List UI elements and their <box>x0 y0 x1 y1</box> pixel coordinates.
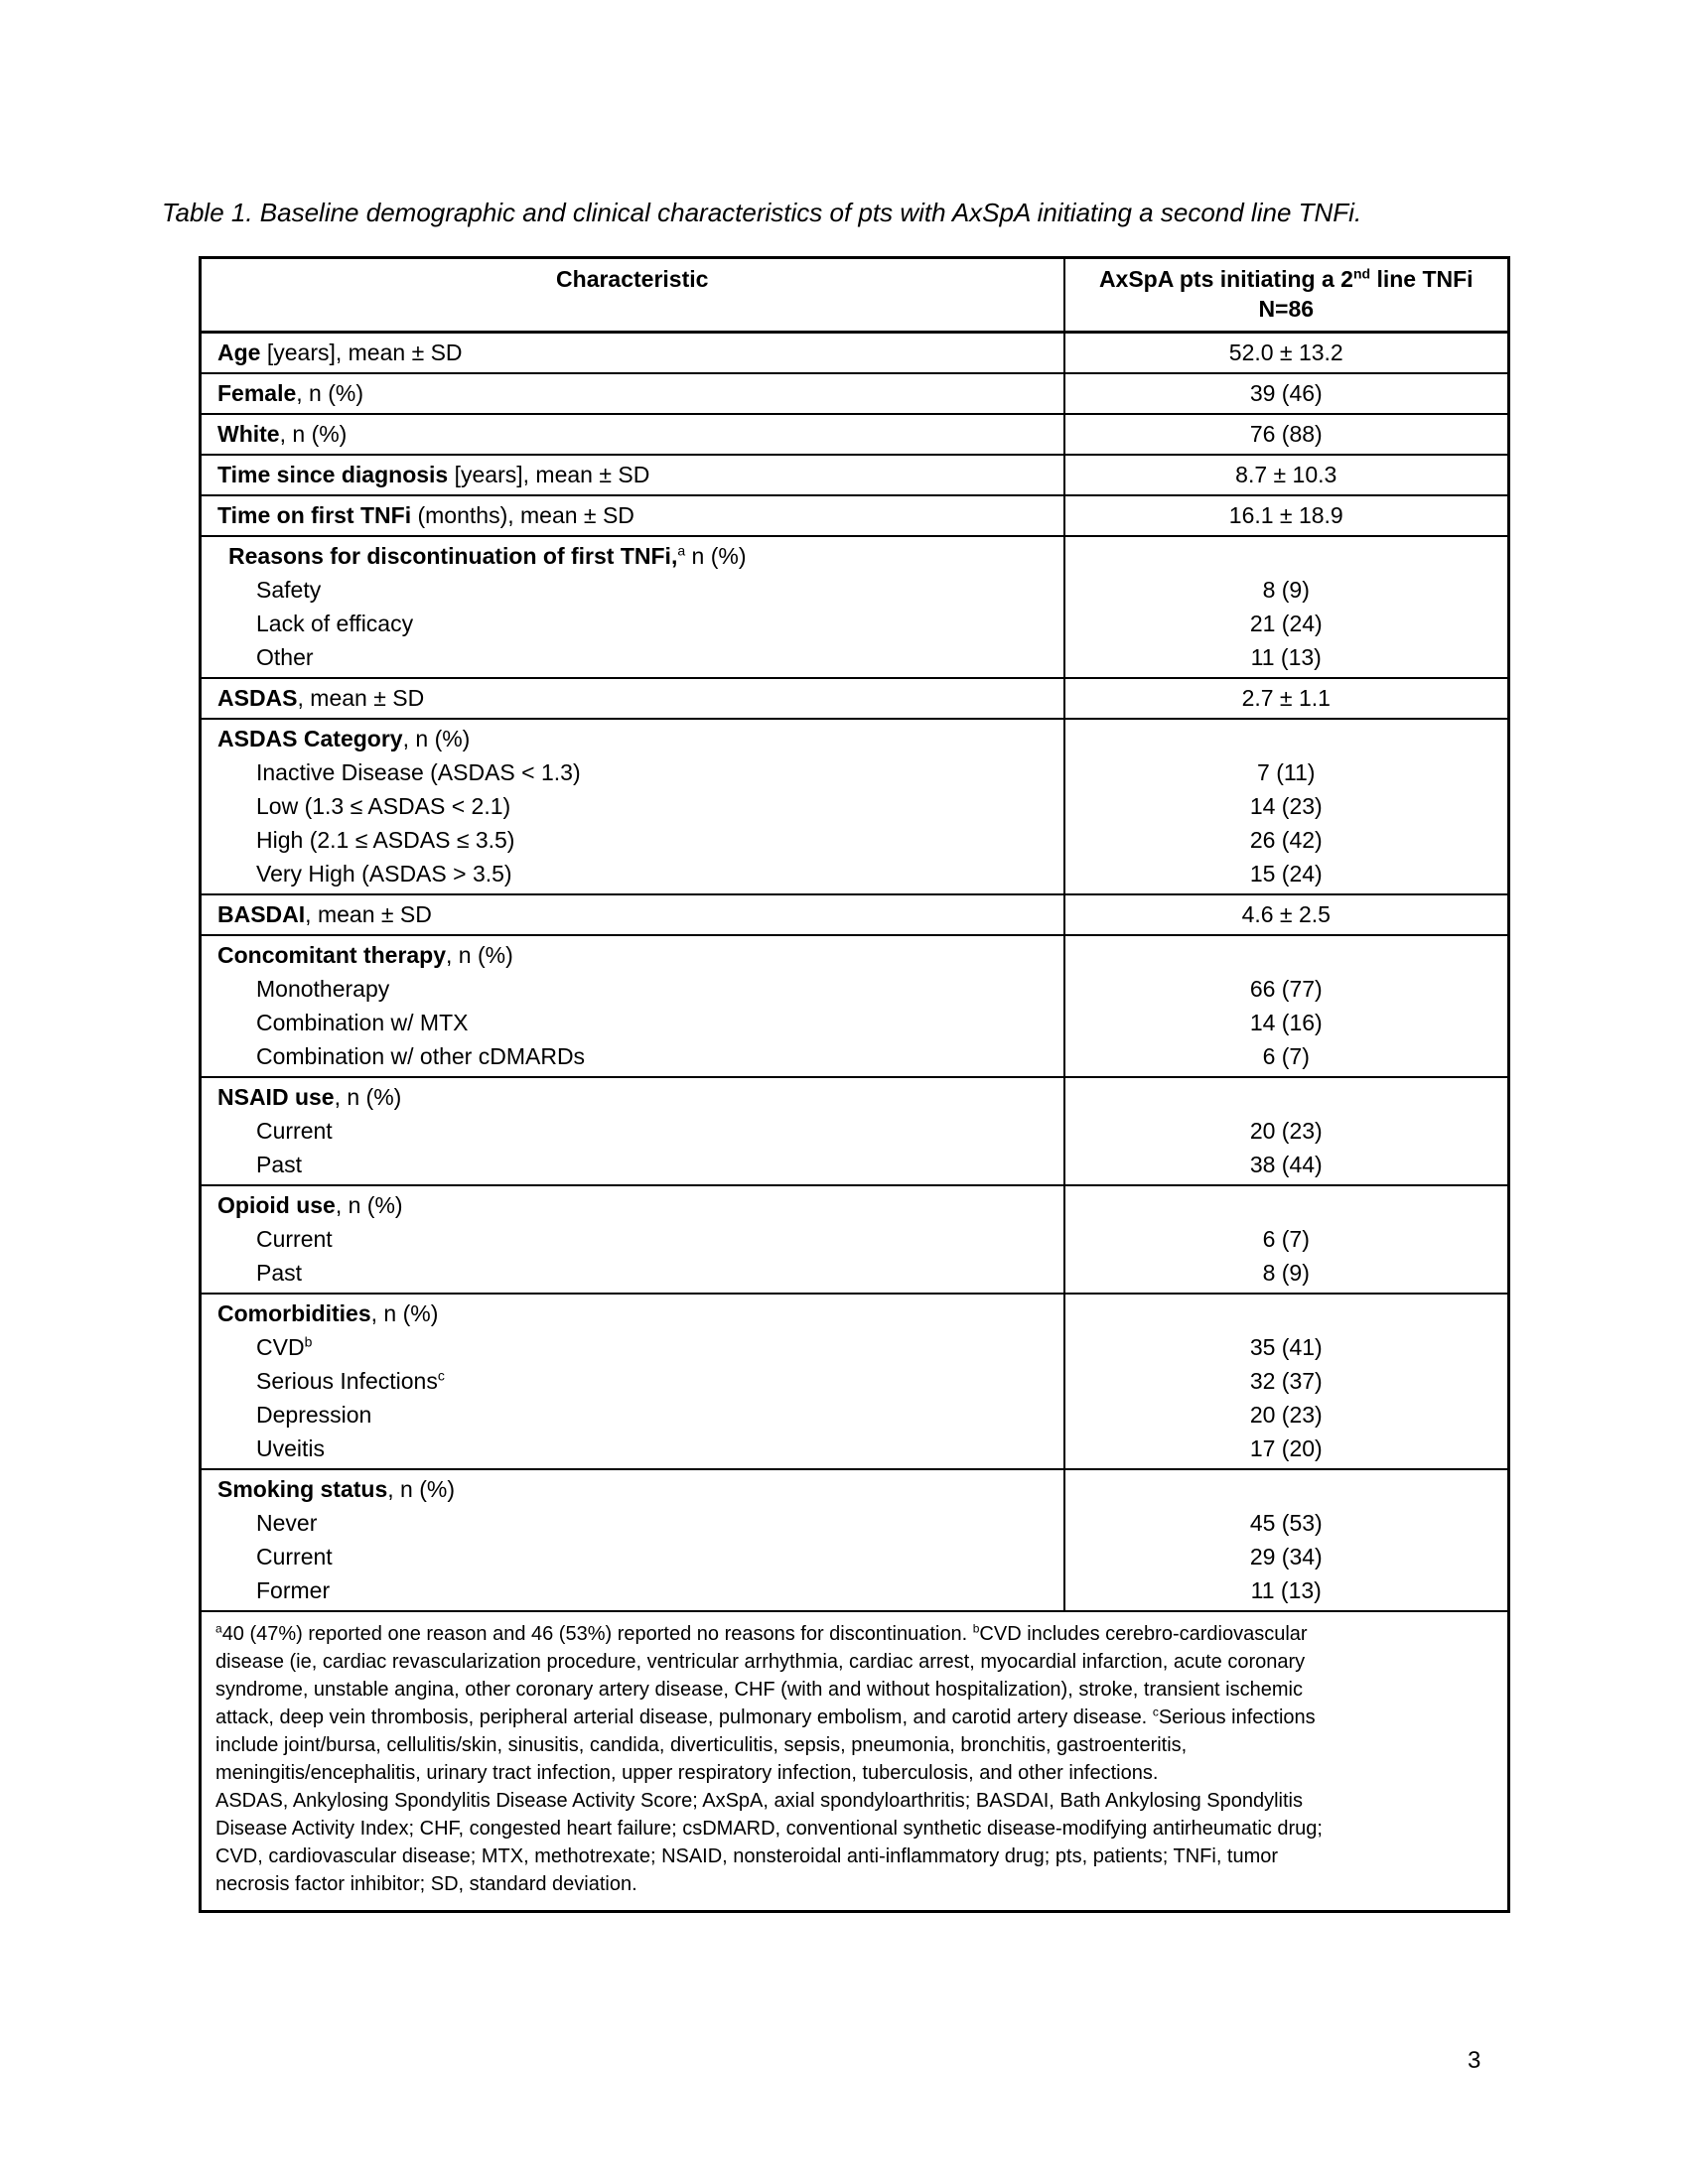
sub-item-label: Current <box>256 1544 333 1570</box>
sub-item-label: Uveitis <box>256 1435 326 1461</box>
sub-item-label: High (2.1 ≤ ASDAS ≤ 3.5) <box>256 827 515 853</box>
value-cell <box>1064 678 1509 719</box>
characteristic-cell <box>201 678 1064 719</box>
row-value: 16.1 ± 18.9 <box>1228 502 1343 528</box>
footnote-line: meningitis/encephalitis, urinary tract infection, upper respiratory infection, tuberculosis, and other infections. <box>215 1762 1159 1784</box>
row-value-blank <box>1069 1188 1504 1222</box>
characteristic-cell <box>201 894 1064 935</box>
sub-item-value: 32 (37) <box>1249 1368 1323 1394</box>
row-label: Comorbidities, n (%) <box>217 1300 439 1326</box>
sub-item-label: Safety <box>256 577 322 603</box>
table-header <box>201 258 1509 333</box>
sub-item-label: Depression <box>256 1402 372 1428</box>
table-row <box>201 495 1509 536</box>
sub-item-label: Monotherapy <box>256 976 390 1002</box>
table-row <box>201 536 1509 678</box>
table-row <box>201 935 1509 1077</box>
row-value-blank <box>1069 938 1504 972</box>
footnote-line: necrosis factor inhibitor; SD, standard deviation. <box>215 1873 637 1895</box>
sub-item-value: 15 (24) <box>1249 861 1323 887</box>
sub-item-label: Past <box>256 1260 303 1286</box>
characteristic-cell <box>201 1185 1064 1294</box>
value-cell <box>1064 935 1509 1077</box>
sub-item-value: 11 (13) <box>1250 644 1322 670</box>
footnote-line: disease (ie, cardiac revascularization procedure, ventricular arrhythmia, cardiac arrest, myocardial infarction, acute coronary <box>215 1651 1306 1673</box>
characteristic-cell <box>201 935 1064 1077</box>
value-cell <box>1064 414 1509 455</box>
sub-item-value: 7 (11) <box>1257 759 1316 785</box>
row-value: 76 (88) <box>1249 421 1323 447</box>
footnote-row <box>201 1611 1509 1912</box>
row-label: Reasons for discontinuation of first TNFi,$^a$ n (%) <box>228 542 747 569</box>
sub-item-label: Past <box>256 1152 303 1177</box>
characteristic-cell <box>201 333 1064 374</box>
characteristic-cell <box>201 455 1064 495</box>
value-cell <box>1064 333 1509 374</box>
header-row <box>201 258 1509 333</box>
value-cell <box>1064 719 1509 894</box>
sub-item-value: 29 (34) <box>1249 1544 1323 1570</box>
sub-item-value: 14 (23) <box>1249 793 1323 819</box>
row-value-blank <box>1069 1472 1504 1506</box>
sub-item-label: Inactive Disease (ASDAS < 1.3) <box>256 759 581 785</box>
header-characteristic-label: Characteristic <box>556 266 709 292</box>
table-row <box>201 1077 1509 1185</box>
value-cell <box>1064 1294 1509 1469</box>
value-cell <box>1064 536 1509 678</box>
table-row <box>201 894 1509 935</box>
sub-item-value: 14 (16) <box>1249 1010 1323 1035</box>
value-cell <box>1064 495 1509 536</box>
header-cohort <box>1064 258 1509 333</box>
row-label: Concomitant therapy, n (%) <box>217 942 513 968</box>
value-cell <box>1064 373 1509 414</box>
footnote-line: CVD, cardiovascular disease; MTX, methotrexate; NSAID, nonsteroidal anti-inflammatory drug; pts, patients; TNFi, tumor <box>215 1845 1279 1867</box>
row-label: Female, n (%) <box>217 380 363 406</box>
characteristic-cell <box>201 373 1064 414</box>
row-value-blank <box>1069 1080 1504 1114</box>
sub-item-value: 20 (23) <box>1249 1402 1323 1428</box>
footnote-line: Disease Activity Index; CHF, congested heart failure; csDMARD, conventional synthetic disease-modifying antirheumatic drug; <box>215 1818 1323 1840</box>
row-value: 2.7 ± 1.1 <box>1241 685 1331 711</box>
sub-item-value: 17 (20) <box>1249 1435 1323 1461</box>
characteristic-cell <box>201 719 1064 894</box>
table-caption: Table 1. Baseline demographic and clinical characteristics of pts with AxSpA initiating a second line TNFi. <box>162 198 1362 227</box>
header-characteristic <box>201 258 1064 333</box>
row-value: 52.0 ± 13.2 <box>1228 340 1343 365</box>
sub-item-label: CVD$^b$ <box>256 1333 313 1360</box>
row-label: White, n (%) <box>217 421 348 447</box>
table-row <box>201 455 1509 495</box>
footnote-line: syndrome, unstable angina, other coronary artery disease, CHF (with and without hospitalization), stroke, transient ischemic <box>215 1679 1303 1701</box>
sub-item-label: Current <box>256 1118 333 1144</box>
sub-item-value: 8 (9) <box>1262 577 1310 603</box>
header-cohort-label: AxSpA pts initiating a 2nd line TNFi <box>1098 265 1474 292</box>
table-row <box>201 1185 1509 1294</box>
sub-item-value: 8 (9) <box>1262 1260 1310 1286</box>
row-label: ASDAS, mean ± SD <box>217 685 425 711</box>
table-row <box>201 373 1509 414</box>
header-cohort-n: N=86 <box>1258 296 1315 322</box>
sub-item-label: Lack of efficacy <box>256 611 414 636</box>
characteristic-cell <box>201 1469 1064 1611</box>
sub-item-value: 11 (13) <box>1250 1577 1322 1603</box>
sub-item-value: 21 (24) <box>1249 611 1323 636</box>
table-row <box>201 414 1509 455</box>
footnote-line: include joint/bursa, cellulitis/skin, sinusitis, candida, diverticulitis, sepsis, pneumonia, bronchitis, gastroenteritis, <box>215 1734 1188 1756</box>
sub-item-value: 66 (77) <box>1249 976 1323 1002</box>
sub-item-value: 35 (41) <box>1249 1334 1323 1360</box>
footnote-cell <box>201 1611 1509 1912</box>
table-row <box>201 1294 1509 1469</box>
sub-item-label: Combination w/ other cDMARDs <box>256 1043 586 1069</box>
row-value-blank <box>1069 722 1504 755</box>
row-label: NSAID use, n (%) <box>217 1084 402 1110</box>
value-cell <box>1064 1077 1509 1185</box>
sub-item-value: 6 (7) <box>1262 1226 1310 1252</box>
table-row <box>201 333 1509 374</box>
table-footer <box>201 1611 1509 1912</box>
row-value: 8.7 ± 10.3 <box>1235 462 1337 487</box>
row-label: ASDAS Category, n (%) <box>217 726 471 751</box>
page-number: 3 <box>1468 2047 1481 2074</box>
table-row <box>201 678 1509 719</box>
footnote-line: attack, deep vein thrombosis, peripheral arterial disease, pulmonary embolism, and carotid artery disease. $^c$Serious infections <box>215 1705 1316 1728</box>
characteristic-cell <box>201 536 1064 678</box>
table-body <box>201 333 1509 1612</box>
row-label: Time since diagnosis [years], mean ± SD <box>217 462 650 487</box>
sub-item-label: Low (1.3 ≤ ASDAS < 2.1) <box>256 793 511 819</box>
row-label: BASDAI, mean ± SD <box>217 901 432 927</box>
sub-item-value: 26 (42) <box>1249 827 1323 853</box>
row-label: Time on first TNFi (months), mean ± SD <box>217 502 634 528</box>
table-row <box>201 1469 1509 1611</box>
value-cell <box>1064 1469 1509 1611</box>
characteristic-cell <box>201 495 1064 536</box>
row-label: Age [years], mean ± SD <box>217 340 463 365</box>
row-value: 39 (46) <box>1249 380 1323 406</box>
characteristic-cell <box>201 1294 1064 1469</box>
sub-item-label: Serious Infections$^c$ <box>256 1367 445 1394</box>
characteristic-cell <box>201 1077 1064 1185</box>
footnote-line: ASDAS, Ankylosing Spondylitis Disease Activity Score; AxSpA, axial spondyloarthritis; BASDAI, Bath Ankylosing Spondylitis <box>215 1790 1303 1812</box>
sub-item-label: Combination w/ MTX <box>256 1010 469 1035</box>
sub-item-label: Never <box>256 1510 318 1536</box>
row-label: Smoking status, n (%) <box>217 1476 455 1502</box>
sub-item-value: 45 (53) <box>1249 1510 1323 1536</box>
row-value: 4.6 ± 2.5 <box>1241 901 1331 927</box>
characteristic-cell <box>201 414 1064 455</box>
row-value-blank <box>1069 539 1504 573</box>
sub-item-label: Very High (ASDAS > 3.5) <box>256 861 512 887</box>
baseline-characteristics-table <box>199 256 1510 1913</box>
sub-item-value: 38 (44) <box>1249 1152 1323 1177</box>
value-cell <box>1064 1185 1509 1294</box>
sub-item-label: Former <box>256 1577 331 1603</box>
footnote-line: $^a$40 (47%) reported one reason and 46 (53%) reported no reasons for discontinuation. $^b$CVD includes cerebro-cardiovascular <box>215 1621 1308 1645</box>
value-cell <box>1064 894 1509 935</box>
row-label: Opioid use, n (%) <box>217 1192 403 1218</box>
sub-item-value: 6 (7) <box>1262 1043 1310 1069</box>
sub-item-label: Current <box>256 1226 333 1252</box>
table-row <box>201 719 1509 894</box>
sub-item-value: 20 (23) <box>1249 1118 1323 1144</box>
row-value-blank <box>1069 1297 1504 1330</box>
value-cell <box>1064 455 1509 495</box>
sub-item-label: Other <box>256 644 314 670</box>
